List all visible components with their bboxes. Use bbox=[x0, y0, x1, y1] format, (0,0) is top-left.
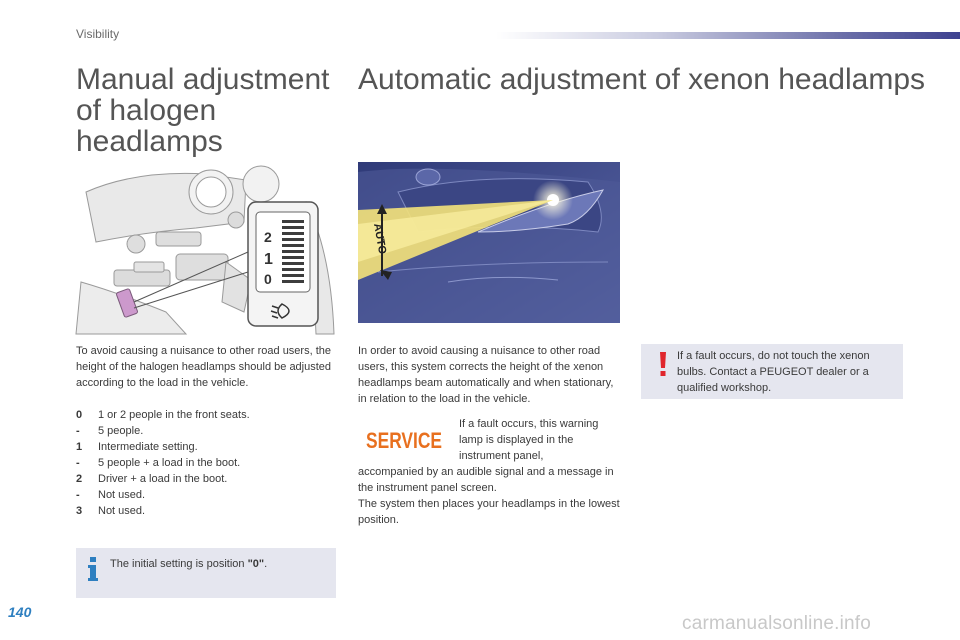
right-title: Automatic adjustment of xenon headlamps bbox=[358, 63, 925, 96]
left-title: Manual adjustment of halogen headlamps bbox=[76, 63, 330, 158]
auto-label: AUTO bbox=[371, 222, 389, 256]
setting-key: - bbox=[76, 489, 80, 501]
dashboard-photo bbox=[76, 162, 336, 334]
service-warning-lamp bbox=[364, 426, 444, 452]
right-intro: In order to avoid causing a nuisance to other road users, this system corrects the height of the xenon headlamps beam automatically and when stationary, in relation to the load in the vehicle. bbox=[358, 345, 614, 405]
exclamation-icon bbox=[655, 351, 671, 377]
setting-text: Not used. bbox=[98, 505, 146, 517]
setting-text: 5 people + a load in the boot. bbox=[98, 457, 241, 469]
info-text-end: . bbox=[264, 558, 268, 570]
setting-key: - bbox=[76, 457, 80, 469]
setting-key: 1 bbox=[76, 441, 83, 453]
setting-key: 0 bbox=[76, 409, 83, 421]
header-gradient-bar bbox=[496, 32, 960, 39]
service-label: SERVICE bbox=[366, 428, 442, 453]
setting-text: Driver + a load in the boot. bbox=[98, 473, 228, 485]
info-box bbox=[76, 548, 336, 598]
left-intro: To avoid causing a nuisance to other road users, the height of the halogen headlamps should be adjusted according to the load in the vehicle. bbox=[76, 345, 332, 389]
list-item bbox=[76, 487, 338, 503]
fault-continuation: accompanied by an audible signal and a message in the instrument panel screen. bbox=[358, 466, 614, 494]
dial-mark-2: 2 bbox=[264, 229, 272, 245]
info-text bbox=[110, 556, 330, 572]
list-item bbox=[76, 455, 338, 471]
warning-text: If a fault occurs, do not touch the xenon bulbs. Contact a PEUGEOT dealer or a qualified workshop. bbox=[677, 350, 870, 394]
info-text-bold: "0" bbox=[247, 558, 265, 570]
lowest-position-text: The system then places your headlamps in the lowest position. bbox=[358, 498, 620, 526]
list-item bbox=[76, 439, 338, 455]
fault-text: If a fault occurs, this warning lamp is displayed in the instrument panel, bbox=[459, 418, 599, 462]
list-item bbox=[76, 471, 338, 487]
setting-text: Not used. bbox=[98, 489, 146, 501]
setting-key: 2 bbox=[76, 473, 83, 485]
settings-list bbox=[76, 407, 338, 519]
dial-mark-1: 1 bbox=[264, 251, 273, 268]
page-number-tab bbox=[0, 602, 54, 622]
setting-text: Intermediate setting. bbox=[98, 441, 198, 453]
warning-box bbox=[641, 344, 903, 399]
list-item bbox=[76, 423, 338, 439]
setting-key: 3 bbox=[76, 505, 83, 517]
dial-mark-0: 0 bbox=[264, 271, 272, 287]
setting-key: - bbox=[76, 425, 80, 437]
info-icon bbox=[86, 556, 100, 582]
page-number: 140 bbox=[8, 604, 32, 620]
xenon-headlamp-photo bbox=[358, 162, 620, 323]
section-label: Visibility bbox=[76, 27, 120, 41]
info-text-start: The initial setting is position bbox=[110, 558, 248, 570]
watermark: carmanualsonline.info bbox=[682, 613, 872, 634]
setting-text: 1 or 2 people in the front seats. bbox=[98, 409, 250, 421]
list-item bbox=[76, 407, 338, 423]
list-item bbox=[76, 503, 338, 519]
setting-text: 5 people. bbox=[98, 425, 144, 437]
